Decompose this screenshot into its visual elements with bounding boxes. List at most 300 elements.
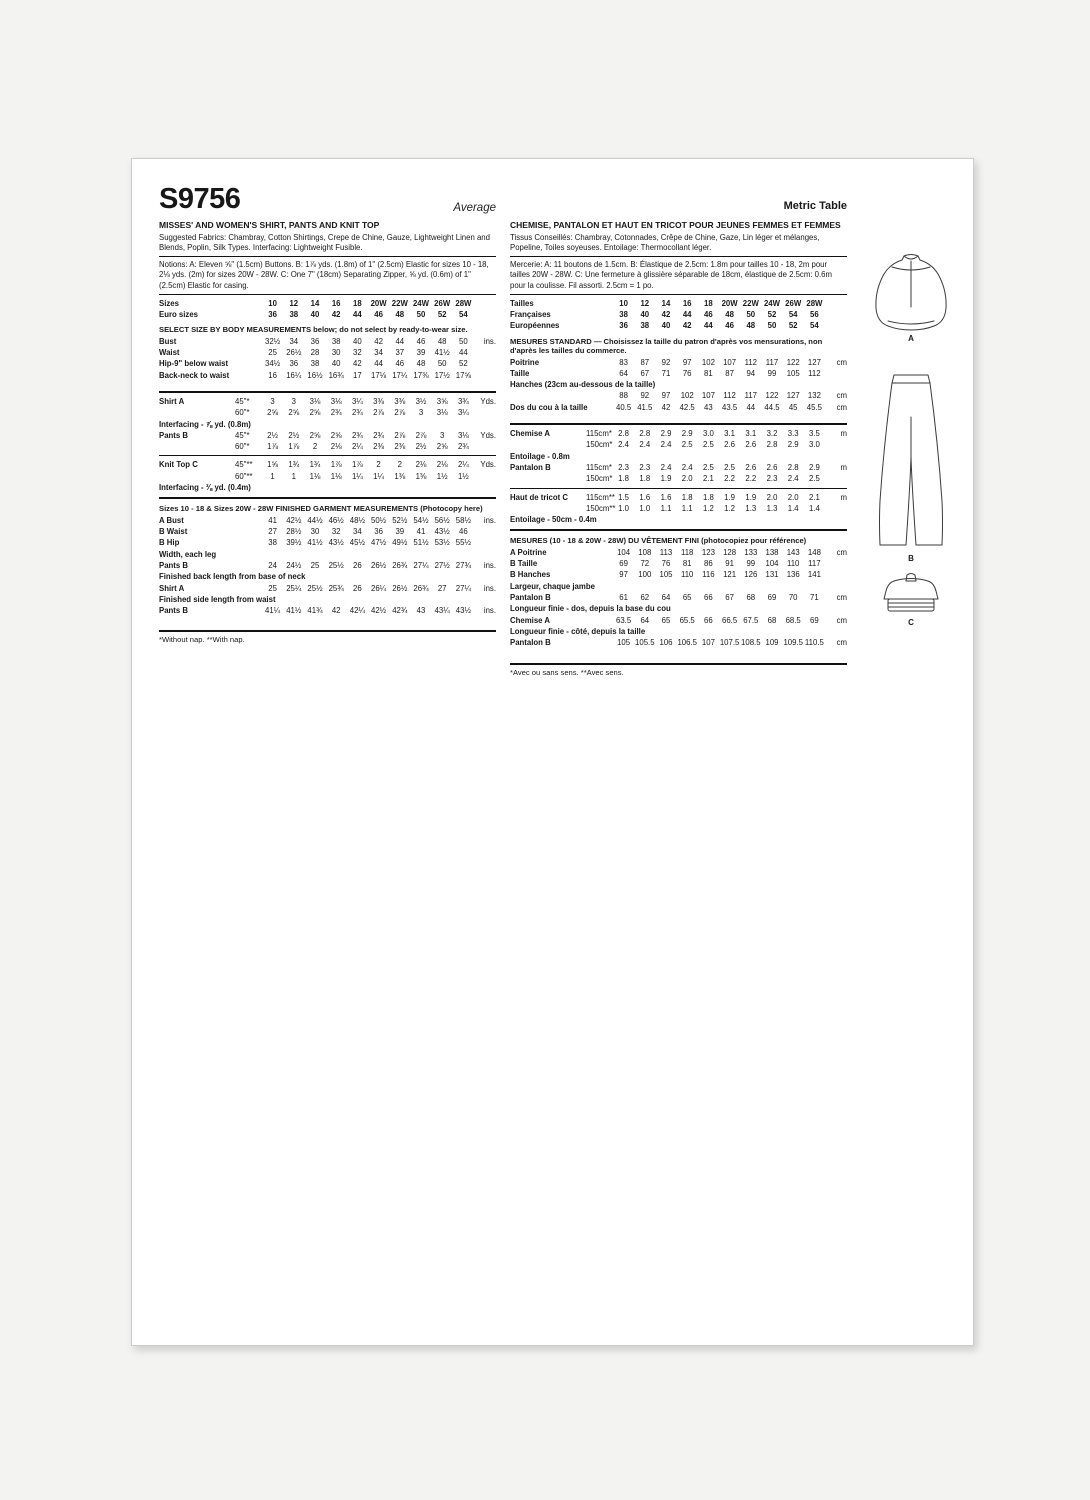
table-cell: 52	[767, 309, 777, 319]
table-cell: 2.0	[787, 492, 799, 502]
english-title: MISSES' AND WOMEN'S SHIRT, PANTS AND KNIT TOP	[159, 220, 380, 230]
table-row	[159, 560, 496, 571]
table-cell: 2.6	[745, 440, 757, 450]
table-cell: 44½	[307, 515, 323, 525]
table-cell: 41¼	[265, 606, 281, 616]
table-cell: 2.1	[808, 492, 820, 502]
table-cell: 52	[788, 321, 798, 331]
table-cell: 2¾	[351, 430, 363, 440]
table-cell: Sizes	[159, 298, 179, 308]
table-cell: 47½	[371, 538, 387, 548]
table-cell: 2½	[415, 442, 427, 452]
table-cell: 48	[746, 321, 756, 331]
table-cell: 1⅛	[309, 471, 321, 481]
table-cell: 28W	[455, 298, 472, 308]
table-cell: 27½	[434, 560, 450, 570]
table-cell: 36	[374, 527, 383, 537]
table-cell: 66.5	[722, 615, 738, 625]
table-cell: Pantalon B	[510, 638, 551, 648]
table-cell: 64	[661, 593, 671, 603]
divider	[510, 256, 847, 257]
table-cell: 65	[661, 615, 671, 625]
table-cell: 110	[680, 570, 694, 580]
table-cell: 38	[640, 321, 650, 331]
table-cell: 105.5	[635, 638, 655, 648]
table-cell: 64	[619, 368, 628, 378]
table-cell: 24W	[763, 298, 781, 308]
table-cell: 42½	[286, 515, 302, 525]
table-cell: 22W	[391, 298, 408, 308]
english-body-table	[159, 336, 496, 381]
table-cell: 1.3	[766, 503, 778, 513]
table-cell: 18	[704, 298, 713, 308]
table-cell: 1.2	[724, 503, 736, 513]
table-cell: 2⅞	[394, 430, 406, 440]
table-cell: cm	[836, 402, 847, 412]
table-cell: 51½	[413, 538, 429, 548]
table-row	[510, 569, 847, 580]
table-cell: Pants B	[159, 560, 189, 570]
table-cell: 143	[786, 547, 800, 557]
table-cell: 3.0	[702, 429, 714, 439]
table-cell: 16	[331, 298, 341, 308]
table-cell: 18	[353, 298, 362, 308]
table-cell: 60"**	[235, 471, 253, 481]
table-row	[510, 488, 847, 489]
table-row	[510, 368, 847, 379]
table-cell: 3.5	[808, 429, 820, 439]
table-cell: 1.8	[618, 474, 630, 484]
table-cell: 1⅜	[394, 471, 406, 481]
table-cell: 25	[268, 583, 277, 593]
table-cell: 2¾	[330, 408, 342, 418]
table-cell: 40	[640, 309, 650, 319]
table-cell: 1.1	[660, 503, 672, 513]
table-cell: ins.	[483, 336, 496, 346]
table-row: Interfacing - ⅞ yd. (0.8m)	[159, 419, 251, 429]
table-row	[159, 407, 496, 418]
french-body-table	[510, 357, 847, 413]
table-cell: 1.2	[702, 503, 714, 513]
table-cell: 25	[268, 348, 277, 358]
divider-thick	[510, 423, 847, 425]
table-cell: 41	[416, 527, 426, 537]
table-cell: 42	[661, 309, 671, 319]
table-cell: 3	[291, 396, 296, 406]
table-cell: cm	[836, 615, 847, 625]
table-cell: 42	[374, 336, 383, 346]
table-cell: 3	[418, 408, 424, 418]
table-cell: ins.	[483, 583, 496, 593]
table-cell: 17⅜	[413, 370, 429, 380]
table-cell: 2.8	[766, 440, 778, 450]
table-cell: 24½	[286, 560, 302, 570]
table-row	[159, 347, 496, 358]
table-cell: 45"**	[235, 460, 253, 470]
table-row	[159, 336, 496, 347]
table-cell: 3¾	[457, 396, 469, 406]
table-row	[510, 390, 847, 401]
table-cell: 40	[331, 359, 341, 369]
table-cell: 38	[310, 359, 320, 369]
french-notions: Mercerie: A: 11 boutons de 1.5cm. B: Élastique de 2.5cm: 1.8m pour tailles 10 - 18, 2m pour tailles 20W - 28W. C: Une fermeture à glissière séparable de 18cm, élastique de 2.5cm: 0.6m pour la coulisse. Fil assorti. 2.5cm = 1 po.	[510, 260, 832, 290]
table-cell: 41	[268, 515, 277, 525]
table-cell: 44	[395, 336, 405, 346]
table-cell: 1¾	[309, 460, 321, 470]
table-cell: 122	[765, 391, 779, 401]
table-cell: 38	[289, 309, 299, 319]
table-cell: B Taille	[510, 559, 538, 569]
table-cell: 112	[723, 391, 736, 401]
table-cell: Taille	[510, 368, 530, 378]
table-row	[159, 605, 496, 616]
sketch-label-a: A	[908, 334, 914, 343]
table-cell: 1.4	[787, 503, 799, 513]
table-row	[159, 515, 496, 526]
table-cell: 2¾	[351, 408, 363, 418]
table-cell: 2⅝	[309, 408, 321, 418]
table-cell: 1.8	[702, 492, 714, 502]
table-cell: 1.6	[660, 492, 672, 502]
table-cell: 2.9	[660, 429, 672, 439]
table-cell: 2.6	[724, 440, 736, 450]
table-cell: 117	[765, 357, 779, 367]
table-cell: Back-neck to waist	[159, 370, 230, 380]
table-cell: 14	[661, 298, 671, 308]
table-cell: 69	[619, 559, 628, 569]
english-body-note: SELECT SIZE BY BODY MEASUREMENTS below; do not select by ready-to-wear size.	[159, 325, 468, 335]
table-cell: 16¼	[286, 370, 302, 380]
table-cell: 56	[810, 309, 819, 319]
table-cell: 27	[268, 527, 277, 537]
table-cell: 41.5	[637, 402, 653, 412]
table-cell: 45	[788, 402, 798, 412]
table-cell: 107	[723, 357, 737, 367]
table-cell: 16¾	[328, 370, 344, 380]
table-cell: 26½	[286, 348, 302, 358]
table-cell: 92	[640, 391, 650, 401]
table-cell: 39	[395, 527, 405, 537]
table-cell: 99	[746, 559, 756, 569]
table-cell: 1.5	[618, 492, 630, 502]
table-cell: 36	[289, 359, 299, 369]
divider	[159, 256, 496, 257]
table-cell: 17⅝	[455, 370, 471, 380]
table-cell: 62	[640, 593, 650, 603]
shirt-back-view-sketch	[868, 251, 954, 333]
table-cell: 44	[459, 348, 468, 358]
table-cell: 46	[395, 359, 405, 369]
table-cell: 116	[702, 570, 715, 580]
table-cell: 48	[416, 359, 426, 369]
table-cell: 2¼	[351, 442, 363, 452]
table-cell: 42.5	[679, 402, 695, 412]
header-left	[159, 185, 496, 214]
table-cell: 44	[353, 309, 362, 319]
table-cell: 1¾	[288, 460, 300, 470]
table-cell: B Hanches	[510, 570, 551, 580]
table-cell: 25½	[328, 560, 344, 570]
table-cell: 42	[661, 402, 671, 412]
table-cell: 107	[701, 391, 715, 401]
table-cell: 36	[268, 309, 277, 319]
table-cell: 2.4	[787, 474, 799, 484]
table-cell: Knit Top C	[159, 460, 198, 470]
table-cell: Pants B	[159, 606, 189, 616]
table-cell: 41½	[434, 348, 450, 358]
table-cell: 110	[786, 559, 800, 569]
table-row	[510, 428, 847, 439]
french-sizes-table	[510, 298, 847, 332]
table-row	[159, 441, 496, 452]
table-cell: 1.3	[745, 503, 757, 513]
table-cell: Euro sizes	[159, 309, 198, 319]
header-right	[496, 196, 847, 214]
table-cell: 26	[353, 583, 362, 593]
table-cell: 27¼	[455, 583, 471, 593]
table-cell: 27¼	[413, 560, 429, 570]
spacer	[159, 616, 496, 626]
table-cell: 1⅜	[415, 471, 427, 481]
table-cell: 53½	[434, 538, 450, 548]
table-cell: 52	[459, 359, 468, 369]
table-cell: 104	[617, 547, 631, 557]
table-cell: 44	[746, 402, 756, 412]
table-cell: 42¼	[349, 606, 365, 616]
table-cell: Hip-9" below waist	[159, 359, 229, 369]
table-cell: 41½	[307, 538, 323, 548]
table-cell: 48½	[349, 515, 365, 525]
table-cell: 68	[767, 615, 777, 625]
difficulty-rating: Average	[453, 202, 496, 214]
divider-thick	[159, 391, 496, 393]
table-row	[159, 430, 496, 441]
table-row	[510, 320, 847, 331]
sketch-label-c: C	[908, 618, 914, 627]
table-cell: 58½	[455, 515, 471, 525]
table-cell: 2.8	[787, 462, 799, 472]
table-cell: 2	[376, 460, 381, 470]
table-cell: 44	[704, 321, 713, 331]
table-cell: 2.5	[681, 440, 693, 450]
table-cell: 68	[746, 593, 756, 603]
table-row	[159, 537, 496, 548]
table-cell: A Bust	[159, 515, 184, 525]
table-cell: 3.0	[808, 440, 820, 450]
table-cell: m	[840, 492, 847, 502]
table-cell: 43	[704, 402, 713, 412]
table-row: Finished side length from waist	[159, 594, 276, 604]
table-row	[510, 637, 847, 648]
table-cell: 1⅛	[330, 471, 342, 481]
pattern-envelope-back-page	[131, 158, 974, 1346]
table-cell: 16½	[307, 370, 323, 380]
table-cell: 17	[353, 370, 362, 380]
table-cell: ins.	[483, 606, 496, 616]
table-cell: 17¼	[392, 370, 408, 380]
table-cell: 2⅞	[394, 408, 406, 418]
table-cell: 25¼	[286, 583, 302, 593]
table-cell: Chemise A	[510, 429, 551, 439]
table-cell: 68.5	[785, 615, 801, 625]
table-cell: 2.3	[766, 474, 778, 484]
table-cell: Poitrine	[510, 357, 540, 367]
table-cell: 2.9	[808, 462, 820, 472]
table-cell: 28W	[806, 298, 823, 308]
table-row	[159, 455, 496, 456]
french-title: CHEMISE, PANTALON ET HAUT EN TRICOT POUR JEUNES FEMMES ET FEMMES	[510, 220, 841, 230]
table-cell: ins.	[483, 560, 496, 570]
table-cell: 1.0	[618, 503, 630, 513]
spacer	[510, 413, 847, 419]
table-cell: 60"*	[235, 408, 250, 418]
table-cell: 67.5	[743, 615, 759, 625]
table-cell: 44.5	[764, 402, 780, 412]
table-cell: 22W	[742, 298, 759, 308]
table-cell: 1⅞	[330, 460, 342, 470]
french-footnote: *Avec ou sans sens. **Avec sens.	[510, 667, 624, 677]
knit-top-back-view-sketch	[880, 571, 942, 617]
table-cell: 42	[353, 359, 362, 369]
page-content	[159, 185, 859, 677]
table-cell: 45"*	[235, 396, 250, 406]
table-cell: 150cm*	[586, 474, 613, 484]
table-cell: 54	[459, 309, 468, 319]
table-cell: 1.8	[639, 474, 651, 484]
table-cell: 28½	[286, 527, 302, 537]
table-cell: 26	[353, 560, 362, 570]
table-cell: 3⅜	[394, 396, 406, 406]
table-cell: 3⅛	[309, 396, 321, 406]
table-cell: 97	[661, 391, 671, 401]
table-cell: 76	[661, 559, 671, 569]
table-cell: 109.5	[783, 638, 803, 648]
table-row: Hanches (23cm au-dessous de la taille)	[510, 380, 656, 390]
table-cell: 65.5	[679, 615, 695, 625]
table-cell: 63.5	[616, 615, 632, 625]
table-cell: 2.6	[766, 462, 778, 472]
table-row	[510, 492, 847, 503]
table-cell: Waist	[159, 348, 180, 358]
table-cell: 34	[353, 527, 362, 537]
table-cell: 3⅝	[436, 396, 448, 406]
table-cell: 50	[416, 309, 426, 319]
table-cell: 3.3	[787, 429, 799, 439]
table-cell: 46	[725, 321, 734, 331]
table-cell: 115cm**	[586, 492, 615, 502]
spacer	[510, 649, 847, 659]
table-cell: cm	[836, 391, 847, 401]
table-cell: 2.0	[766, 492, 778, 502]
table-cell: 99	[767, 368, 777, 378]
table-cell: 117	[744, 391, 757, 401]
table-row	[159, 471, 496, 482]
table-cell: 104	[765, 559, 779, 569]
table-cell: 2⅜	[373, 442, 385, 452]
table-cell: 30	[310, 527, 320, 537]
table-cell: 34	[374, 348, 383, 358]
table-cell: 127	[807, 357, 821, 367]
table-cell: 48	[395, 309, 405, 319]
table-cell: 66	[704, 593, 713, 603]
table-row	[159, 309, 496, 320]
table-cell: 1	[270, 471, 275, 481]
table-cell: Shirt A	[159, 396, 185, 406]
table-cell: 16	[682, 298, 692, 308]
table-cell: 36	[619, 321, 628, 331]
french-finished-note: MESURES (10 - 18 & 20W - 28W) DU VÊTEMENT FINI (photocopiez pour référence)	[510, 536, 807, 546]
table-cell: 133	[744, 547, 758, 557]
table-cell: 121	[723, 570, 737, 580]
table-cell: 115cm*	[586, 462, 612, 472]
table-cell: 34	[289, 336, 299, 346]
table-cell: 24W	[412, 298, 430, 308]
table-row: Longueur finie - côté, depuis la taille	[510, 626, 646, 636]
table-row	[159, 370, 496, 381]
table-cell: m	[840, 429, 847, 439]
table-cell: 1.9	[745, 492, 757, 502]
table-cell: 42	[682, 321, 692, 331]
table-cell: Françaises	[510, 309, 551, 319]
table-cell: 3⅛	[436, 408, 448, 418]
table-cell: 50	[767, 321, 777, 331]
table-cell: 106.5	[677, 638, 697, 648]
table-cell: 87	[640, 357, 650, 367]
table-row	[510, 462, 847, 473]
table-cell: 2⅝	[288, 408, 300, 418]
table-cell: 2.3	[618, 462, 630, 472]
table-cell: 25½	[307, 583, 323, 593]
table-cell: 42	[331, 309, 341, 319]
table-cell: 12	[640, 298, 650, 308]
table-cell: 97	[619, 570, 628, 580]
table-cell: 107.5	[719, 638, 740, 648]
table-cell: 1.9	[660, 474, 672, 484]
table-row	[159, 396, 496, 407]
table-cell: 3.1	[745, 429, 757, 439]
table-cell: 2⅛	[436, 460, 448, 470]
table-cell: 55½	[455, 538, 471, 548]
table-cell: 43½	[455, 606, 471, 616]
table-cell: 48	[437, 336, 447, 346]
divider-thick	[510, 663, 847, 665]
table-cell: 2⅜	[394, 442, 406, 452]
english-fabrics: Suggested Fabrics: Chambray, Cotton Shirtings, Crepe de Chine, Gauze, Lightweight Linen and Blends, Poplin, Silk Types. Interfacing: Lightweight Fusible.	[159, 233, 490, 253]
table-cell: 105	[617, 638, 631, 648]
table-cell: Haut de tricot C	[510, 492, 569, 502]
table-cell: 105	[659, 570, 673, 580]
table-cell: 52	[437, 309, 447, 319]
table-cell: 112	[808, 368, 821, 378]
table-row	[510, 309, 847, 320]
table-cell: 3¼	[457, 408, 469, 418]
table-cell: 26W	[434, 298, 451, 308]
table-cell: 2⅝	[330, 430, 342, 440]
table-cell: 109	[765, 638, 779, 648]
table-cell: 30	[331, 348, 341, 358]
table-cell: 100	[638, 570, 652, 580]
french-yardage-table	[510, 428, 847, 525]
table-row: Interfacing - ⅜ yd. (0.4m)	[159, 483, 251, 493]
table-cell: 42	[331, 606, 341, 616]
table-cell: 49½	[392, 538, 408, 548]
table-cell: 3	[440, 430, 445, 440]
table-cell: 38	[619, 309, 628, 319]
table-cell: 26¾	[392, 560, 408, 570]
table-row: Longueur finie - dos, depuis la base du cou	[510, 604, 671, 614]
pattern-number: S9756	[159, 183, 241, 215]
table-cell: cm	[836, 547, 847, 557]
